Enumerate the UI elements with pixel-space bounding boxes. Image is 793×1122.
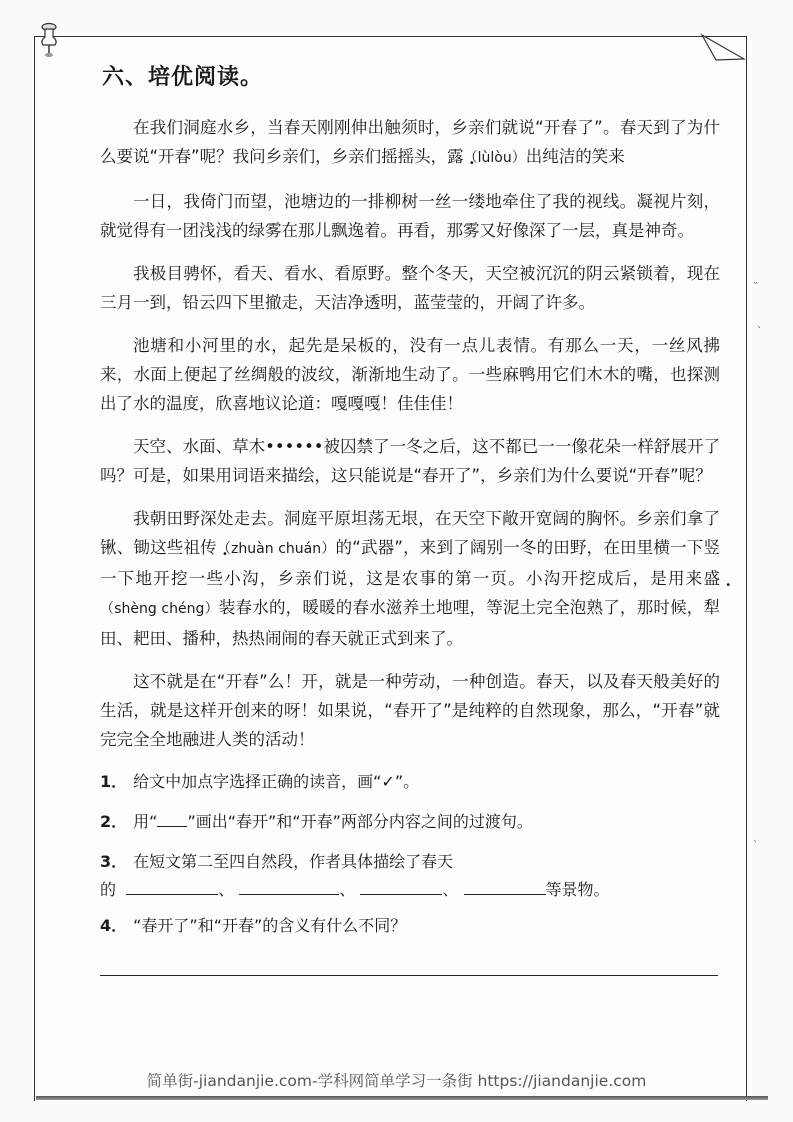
separator: 、 (218, 880, 235, 899)
question-number: 3． (100, 852, 128, 871)
question-text: 的 (100, 880, 117, 899)
dotted-character: 传 (200, 538, 217, 557)
question-4 (100, 912, 720, 940)
separator: 、 (339, 880, 356, 899)
question-number: 1． (100, 772, 128, 791)
pinyin-options[interactable]: （lùlòu） (463, 150, 526, 166)
separator: 、 (442, 880, 459, 899)
question-number: 4． (100, 916, 128, 935)
text: 的“武器”，来到了阔别一冬的田野，在田里横一下竖一下地开挖一些小沟，乡亲们说，这是农事的第一页。小沟开挖成后，是用来 (100, 538, 720, 588)
question-text: ”画出“春开”和“开春”两部分内容之间的过渡句。 (187, 812, 533, 831)
questions-list (100, 768, 720, 976)
answer-blank-4[interactable] (464, 876, 546, 895)
pinyin-options[interactable]: （zhuàn chuán） (216, 541, 336, 557)
text: 出纯洁的笑来 (525, 147, 625, 166)
dotted-character: 露 (447, 147, 464, 166)
answer-blank-3[interactable] (360, 876, 442, 895)
passage-paragraph-7: 这不就是在“开春”么！开，就是一种劳动，一种创造。春天，以及春天般美好的生活，就是这样开创来的呀！如果说，“春开了”是纯粹的自然现象，那么，“开春”就完完全全地融进人类的活动！ (100, 672, 720, 749)
scan-mark: ˘ (753, 282, 758, 293)
question-text: “春开了”和“开春”的含义有什么不同？ (133, 916, 407, 935)
text: 我朝田野深处走去。洞庭平原坦荡无垠，在天空下敞开宽阔的胸怀。乡亲们拿了锹、锄这些祖 (100, 509, 720, 557)
question-3 (100, 848, 720, 904)
pinyin-options[interactable]: （shèng chéng） (100, 601, 219, 617)
question-text: 给文中加点字选择正确的读音，画“✓”。 (133, 772, 420, 791)
question-1 (100, 768, 720, 796)
scan-mark: ` (757, 326, 762, 337)
answer-blank-2[interactable] (239, 876, 339, 895)
text: 在我们洞庭水乡，当春天刚刚伸出触须时，乡亲们就说“开春了”。春天到了为什么要说“开春”呢？我问乡亲们，乡亲们摇摇头， (100, 118, 720, 166)
passage-paragraph-5: 天空、水面、草木••••••被囚禁了一冬之后，这不都已一一像花朵一样舒展开了吗？可是，如果用词语来描绘，这只能说是“春开了”，乡亲们为什么要说“开春”呢？ (100, 437, 720, 485)
page-corner-fold (700, 33, 746, 61)
passage-paragraph-2: 一日，我倚门而望，池塘边的一排柳树一丝一缕地牵住了我的视线。凝视片刻，就觉得有一团浅浅的绿雾在那儿飘逸着。再看，那雾又好像深了一层，真是神奇。 (100, 192, 720, 240)
question-text: 在短文第二至四自然段，作者具体描绘了春天 (133, 852, 454, 871)
pushpin-icon (36, 22, 62, 62)
text: 装春水的，暖暖的春水滋养土地哩，等泥土完全泡熟了，那时候，犁田、耙田、播种，热热闹闹的春天就正式到来了。 (100, 598, 721, 648)
passage-paragraph-4: 池塘和小河里的水，起先是呆板的，没有一点儿表情。有那么一天，一丝风拂来，水面上便起了丝绸般的波纹，渐渐地生动了。一些麻鸭用它们木木的嘴，也探测出了水的温度，欣喜地议论道：嘎嘎嘎！佳佳佳！ (100, 336, 720, 413)
question-text: 用“ (133, 812, 158, 831)
question-text: 等景物。 (545, 880, 610, 899)
question-number: 2． (100, 812, 128, 831)
underline-sample (157, 808, 187, 827)
passage-paragraph-1 (100, 113, 720, 173)
footer-watermark: 简单街-jiandanjie.com-学科网简单学习一条街 https://jiandanjie.com (146, 1072, 647, 1090)
section-title: 六、培优阅读。 (102, 65, 264, 90)
dotted-character: 盛 (703, 569, 720, 588)
page-bottom-edge (36, 1096, 768, 1100)
passage-paragraph-3: 我极目骋怀，看天、看水、看原野。整个冬天，天空被沉沉的阴云紧锁着，现在三月一到，铅云四下里撤走，天洁净透明，蓝莹莹的，开阔了许多。 (100, 264, 720, 312)
scan-mark: ` (753, 840, 758, 851)
worksheet-content (100, 60, 720, 976)
answer-blank-1[interactable] (126, 876, 218, 895)
passage-paragraph-6 (100, 504, 720, 653)
answer-line[interactable] (100, 974, 718, 976)
question-2 (100, 808, 720, 836)
